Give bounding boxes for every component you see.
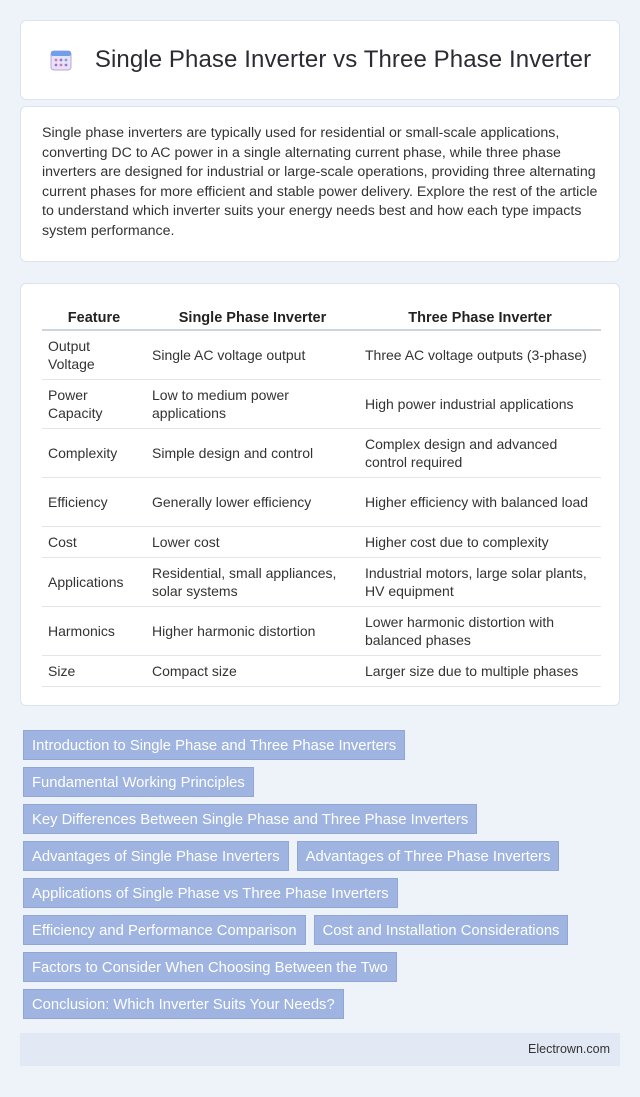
table-cell-feature: Cost xyxy=(42,526,146,557)
column-header-feature: Feature xyxy=(42,306,146,330)
link-working-principles[interactable]: Fundamental Working Principles xyxy=(23,767,254,797)
link-row xyxy=(23,767,623,797)
link-advantages-single[interactable]: Advantages of Single Phase Inverters xyxy=(23,841,289,871)
table-cell-single: Low to medium power applications xyxy=(146,379,359,428)
table-cell-feature: Complexity xyxy=(42,428,146,477)
link-factors[interactable]: Factors to Consider When Choosing Between the Two xyxy=(23,952,397,982)
link-row xyxy=(23,915,623,945)
table-cell-feature: Applications xyxy=(42,557,146,606)
table-row xyxy=(42,655,601,686)
comparison-table xyxy=(42,306,601,687)
intro-paragraph: Single phase inverters are typically used for residential or small-scale applications, converting DC to AC power in a single alternating current phase, while three phase inverters are designed for industrial or large-scale operations, providing three alternating current phases for more efficient and stable power delivery. Explore the rest of the article to understand which inverter suits your energy needs best and how each type impacts system performance. xyxy=(42,125,598,239)
table-cell-single: Higher harmonic distortion xyxy=(146,606,359,655)
table-row xyxy=(42,330,601,379)
link-applications[interactable]: Applications of Single Phase vs Three Phase Inverters xyxy=(23,878,398,908)
link-advantages-three[interactable]: Advantages of Three Phase Inverters xyxy=(297,841,560,871)
table-cell-feature: Efficiency xyxy=(42,477,146,526)
link-row xyxy=(23,804,623,834)
table-cell-single: Lower cost xyxy=(146,526,359,557)
link-row xyxy=(23,952,623,982)
table-row xyxy=(42,379,601,428)
table-cell-three: High power industrial applications xyxy=(359,379,601,428)
table-row xyxy=(42,557,601,606)
header-card xyxy=(20,20,620,100)
table-cell-single: Simple design and control xyxy=(146,428,359,477)
table-cell-feature: Power Capacity xyxy=(42,379,146,428)
intro-card xyxy=(20,106,620,262)
comparison-table-card xyxy=(20,283,620,706)
table-row xyxy=(42,477,601,526)
link-row xyxy=(23,841,623,871)
footer-brand: Electrown.com xyxy=(528,1042,610,1056)
link-key-differences[interactable]: Key Differences Between Single Phase and Three Phase Inverters xyxy=(23,804,477,834)
table-cell-three: Industrial motors, large solar plants, HV equipment xyxy=(359,557,601,606)
page-title: Single Phase Inverter vs Three Phase Inverter xyxy=(94,46,592,73)
column-header-single-phase: Single Phase Inverter xyxy=(146,306,359,330)
table-cell-single: Single AC voltage output xyxy=(146,330,359,379)
table-cell-three: Higher efficiency with balanced load xyxy=(359,477,601,526)
table-row xyxy=(42,526,601,557)
table-row xyxy=(42,428,601,477)
table-cell-three: Three AC voltage outputs (3-phase) xyxy=(359,330,601,379)
link-introduction[interactable]: Introduction to Single Phase and Three Phase Inverters xyxy=(23,730,405,760)
table-cell-feature: Harmonics xyxy=(42,606,146,655)
table-cell-single: Compact size xyxy=(146,655,359,686)
calendar-grid-icon xyxy=(49,48,73,72)
column-header-three-phase: Three Phase Inverter xyxy=(359,306,601,330)
link-row xyxy=(23,989,623,1019)
table-row xyxy=(42,606,601,655)
table-cell-feature: Output Voltage xyxy=(42,330,146,379)
related-links xyxy=(23,730,623,1026)
table-cell-single: Residential, small appliances, solar systems xyxy=(146,557,359,606)
table-cell-three: Lower harmonic distortion with balanced phases xyxy=(359,606,601,655)
table-cell-three: Larger size due to multiple phases xyxy=(359,655,601,686)
table-cell-three: Higher cost due to complexity xyxy=(359,526,601,557)
footer xyxy=(20,1033,620,1066)
table-cell-single: Generally lower efficiency xyxy=(146,477,359,526)
table-header-row xyxy=(42,306,601,330)
link-cost-installation[interactable]: Cost and Installation Considerations xyxy=(314,915,569,945)
link-efficiency[interactable]: Efficiency and Performance Comparison xyxy=(23,915,306,945)
table-cell-feature: Size xyxy=(42,655,146,686)
table-cell-three: Complex design and advanced control required xyxy=(359,428,601,477)
link-conclusion[interactable]: Conclusion: Which Inverter Suits Your Needs? xyxy=(23,989,344,1019)
link-row xyxy=(23,878,623,908)
link-row xyxy=(23,730,623,760)
